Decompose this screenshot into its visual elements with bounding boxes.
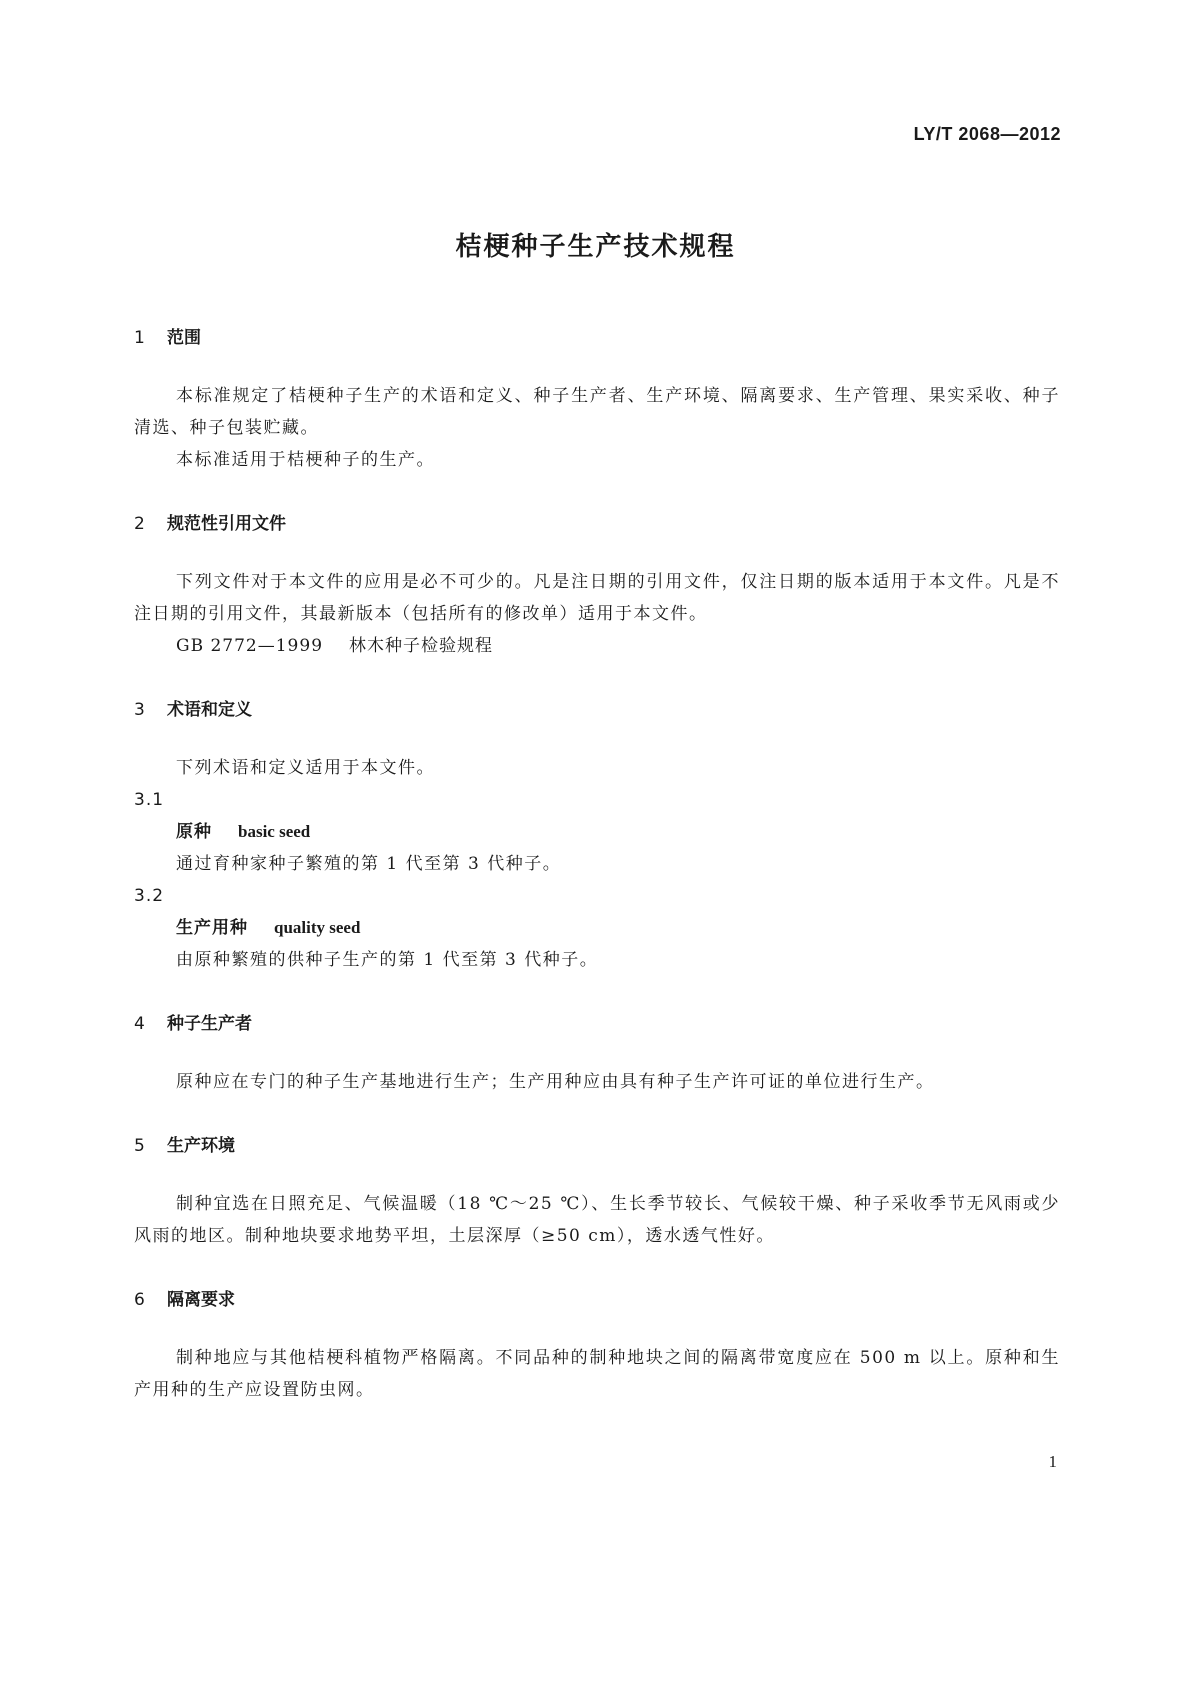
clause-number: 3.1 — [134, 790, 165, 810]
section-title: 范围 — [167, 328, 201, 348]
section-number: 2 — [134, 514, 145, 534]
section-title: 生产环境 — [167, 1136, 235, 1156]
term-entry — [134, 912, 1060, 944]
section-number: 5 — [134, 1136, 145, 1156]
clause-number: 3.2 — [134, 886, 165, 906]
term-chinese: 原种 — [176, 822, 212, 842]
term-definition: 通过育种家种子繁殖的第 1 代至第 3 代种子。 — [176, 854, 562, 874]
section-title: 隔离要求 — [167, 1290, 235, 1310]
section-title: 种子生产者 — [167, 1014, 252, 1034]
paragraph: 制种宜选在日照充足、气候温暖（18 ℃～25 ℃）、生长季节较长、气候较干燥、种子采收季节无风雨或少风雨的地区。制种地块要求地势平坦，土层深厚（≥50 cm），透水透气性好。 — [134, 1194, 1060, 1246]
section-heading-normative-references — [134, 512, 1060, 536]
section-heading-isolation-requirements — [134, 1288, 1060, 1312]
document-body — [134, 326, 1060, 1406]
reference-entry — [134, 630, 1060, 662]
document-title: 桔梗种子生产技术规程 — [455, 232, 736, 262]
section-number: 4 — [134, 1014, 145, 1034]
page-number: 1 — [1048, 1452, 1057, 1471]
term-definition: 由原种繁殖的供种子生产的第 1 代至第 3 代种子。 — [176, 950, 599, 970]
standard-code: LY/T 2068—2012 — [913, 124, 1061, 144]
term-chinese: 生产用种 — [176, 918, 248, 938]
term-entry — [134, 816, 1060, 848]
section-heading-terms-definitions — [134, 698, 1060, 722]
term-english: basic seed — [238, 822, 311, 841]
paragraph: 原种应在专门的种子生产基地进行生产；生产用种应由具有种子生产许可证的单位进行生产。 — [176, 1072, 935, 1092]
section-title: 规范性引用文件 — [167, 514, 286, 534]
paragraph: 本标准规定了桔梗种子生产的术语和定义、种子生产者、生产环境、隔离要求、生产管理、果实采收、种子清选、种子包装贮藏。 — [134, 386, 1060, 438]
section-number: 6 — [134, 1290, 145, 1310]
reference-code: GB 2772—1999 — [176, 636, 324, 656]
section-number: 1 — [134, 328, 145, 348]
section-heading-scope — [134, 326, 1060, 350]
term-english: quality seed — [274, 918, 361, 937]
section-number: 3 — [134, 700, 145, 720]
paragraph: 本标准适用于桔梗种子的生产。 — [176, 450, 435, 470]
section-heading-seed-producer — [134, 1012, 1060, 1036]
paragraph: 制种地应与其他桔梗科植物严格隔离。不同品种的制种地块之间的隔离带宽度应在 500 m 以上。原种和生产用种的生产应设置防虫网。 — [134, 1348, 1060, 1400]
paragraph: 下列术语和定义适用于本文件。 — [176, 758, 435, 778]
paragraph: 下列文件对于本文件的应用是必不可少的。凡是注日期的引用文件，仅注日期的版本适用于本文件。凡是不注日期的引用文件，其最新版本（包括所有的修改单）适用于本文件。 — [134, 572, 1060, 624]
section-title: 术语和定义 — [167, 700, 252, 720]
section-heading-production-environment — [134, 1134, 1060, 1158]
reference-title: 林木种子检验规程 — [349, 636, 494, 656]
